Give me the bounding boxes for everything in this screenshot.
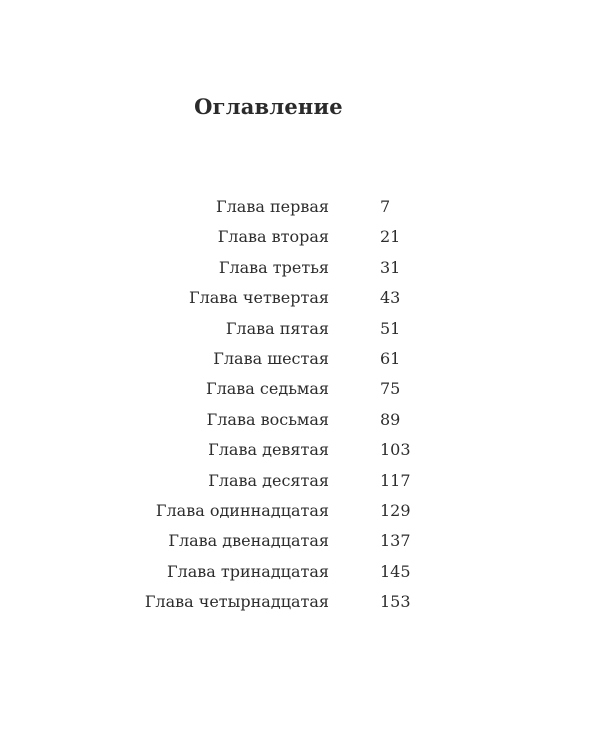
toc-row (0, 192, 600, 222)
toc-chapter-title: Глава первая (216, 197, 329, 216)
toc-row (0, 314, 600, 344)
toc-chapter-title: Глава четырнадцатая (144, 592, 329, 612)
toc-row (0, 405, 600, 435)
toc-page-number: 31 (380, 257, 401, 277)
toc-page-number: 145 (380, 561, 411, 581)
toc-page-number: 61 (380, 348, 401, 368)
toc-row (0, 344, 600, 374)
page-title: Оглавление (194, 94, 343, 119)
toc-row (0, 253, 600, 283)
toc-row (0, 374, 600, 404)
toc-page-number: 153 (380, 592, 411, 612)
toc-chapter-title: Глава восьмая (206, 409, 329, 429)
toc-chapter-title: Глава вторая (217, 227, 329, 247)
toc-page-number: 103 (380, 440, 411, 460)
toc-chapter-title: Глава шестая (213, 348, 329, 368)
toc-row (0, 587, 600, 617)
table-of-contents (0, 192, 600, 617)
toc-chapter-title: Глава седьмая (206, 379, 329, 399)
toc-page-number: 129 (380, 500, 411, 520)
toc-chapter-title: Глава тринадцатая (166, 561, 329, 581)
toc-row (0, 435, 600, 465)
toc-row (0, 466, 600, 496)
toc-page-number: 7 (380, 197, 391, 216)
toc-chapter-title: Глава пятая (225, 318, 329, 338)
toc-row (0, 283, 600, 313)
toc-row (0, 557, 600, 587)
toc-chapter-title: Глава четвертая (188, 288, 329, 308)
toc-page-number: 43 (380, 288, 401, 308)
toc-chapter-title: Глава девятая (208, 440, 329, 460)
toc-chapter-title: Глава одиннадцатая (155, 500, 329, 520)
toc-page-number: 21 (380, 227, 401, 247)
toc-page-number: 75 (380, 379, 401, 399)
toc-page-number: 117 (380, 470, 411, 490)
toc-page-number: 137 (380, 531, 411, 551)
toc-row (0, 526, 600, 556)
toc-row (0, 496, 600, 526)
toc-page-number: 89 (380, 409, 401, 429)
toc-chapter-title: Глава десятая (208, 470, 329, 490)
toc-row (0, 222, 600, 252)
toc-chapter-title: Глава двенадцатая (168, 531, 329, 551)
toc-page-number: 51 (380, 318, 401, 338)
toc-chapter-title: Глава третья (218, 257, 329, 277)
